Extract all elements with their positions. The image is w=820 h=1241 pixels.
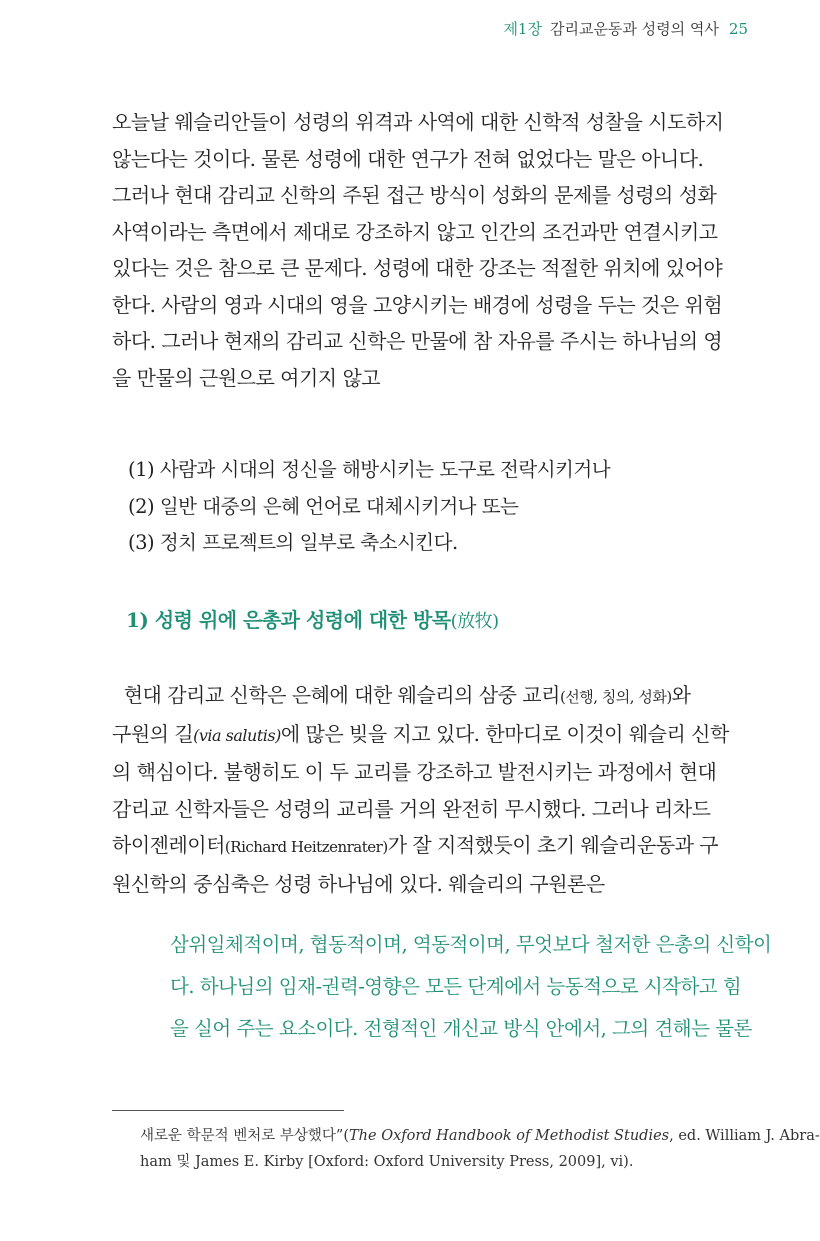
- text-line: 하다. 그러나 현재의 감리교 신학은 만물에 참 자유를 주시는 하나님의 영: [112, 329, 723, 353]
- text-span: , ed. William J. Abra-: [669, 1128, 820, 1144]
- text-span: 구원의 길: [112, 721, 194, 746]
- text-span: 새로운 학문적 벤처로 부상했다”(: [140, 1128, 349, 1144]
- text-span: 현대 감리교 신학은 은혜에 대한 웨슬리의 삼중 교리: [123, 683, 560, 707]
- text-line: 있다는 것은 참으로 큰 문제다. 성령에 대한 강조는 적절한 위치에 있어야: [112, 256, 723, 280]
- list-item: (3) 정치 프로젝트의 일부로 축소시킨다.: [128, 531, 458, 554]
- block-quote: [170, 924, 772, 1050]
- text-line: 한다. 사람의 영과 시대의 영을 고양시키는 배경에 성령을 두는 것은 위험: [112, 292, 723, 317]
- footnote-divider: [112, 1110, 344, 1111]
- text-line: [112, 677, 752, 716]
- text-line: 을 만물의 근원으로 여기지 않고: [112, 365, 381, 390]
- quote-line: 삼위일체적이며, 협동적이며, 역동적이며, 무엇보다 철저한 은총의 신학이: [170, 933, 772, 956]
- numbered-list: [128, 452, 768, 562]
- page-number: 25: [728, 20, 748, 38]
- quote-line: 다. 하나님의 임재-권력-영향은 모든 단계에서 능동적으로 시작하고 힘: [170, 975, 742, 998]
- text-line: 않는다는 것이다. 물론 성령에 대한 연구가 전혀 없었다는 말은 아니다.: [112, 146, 704, 171]
- section-heading-text: 1) 성령 위에 은총과 성령에 대한 방목: [126, 608, 451, 632]
- text-line: 의 핵심이다. 불행히도 이 두 교리를 강조하고 발전시키는 과정에서 현대: [112, 760, 717, 784]
- list-item: (1) 사람과 시대의 정신을 해방시키는 도구로 전락시키거나: [128, 458, 611, 481]
- text-line: 그러나 현대 감리교 신학의 주된 접근 방식이 성화의 문제를 성령의 성화: [112, 183, 717, 207]
- book-title: The Oxford Handbook of Methodist Studies: [349, 1128, 670, 1144]
- chapter-title: 감리교운동과 성령의 역사: [549, 20, 719, 38]
- paragraph-2: [112, 677, 752, 902]
- section-heading: [126, 604, 499, 633]
- text-span: 가 잘 지적했듯이 초기 웨슬리운동과 구: [387, 833, 719, 857]
- footnote-line: ham 및 James E. Kirby [Oxford: Oxford University Press, 2009], vi).: [140, 1154, 634, 1170]
- paragraph-1: [112, 104, 752, 396]
- text-line: [112, 827, 752, 866]
- footnote-line: [140, 1123, 820, 1149]
- text-line: 원신학의 중심축은 성령 하나님에 있다. 웨슬리의 구원론은: [112, 871, 605, 896]
- latin-term: (via salutis): [193, 725, 281, 745]
- footnote: [140, 1123, 820, 1175]
- text-span: (선행, 칭의, 성화): [559, 688, 672, 706]
- text-span: 에 많은 빚을 지고 있다. 한마디로 이것이 웨슬리 신학: [280, 721, 729, 746]
- section-heading-hanja: (放牧): [450, 611, 499, 632]
- text-span: 와: [671, 683, 691, 707]
- text-line: [112, 716, 752, 755]
- text-line: 감리교 신학자들은 성령의 교리를 거의 완전히 무시했다. 그러나 리차드: [112, 796, 711, 821]
- list-item: (2) 일반 대중의 은혜 언어로 대체시키거나 또는: [128, 494, 519, 518]
- text-line: 오늘날 웨슬리안들이 성령의 위격과 사역에 대한 신학적 성찰을 시도하지: [112, 110, 724, 134]
- running-header: [503, 18, 748, 39]
- text-span: 하이젠레이터: [112, 833, 225, 857]
- text-line: 사역이라는 측면에서 제대로 강조하지 않고 인간의 조건과만 연결시키고: [112, 219, 718, 244]
- english-name: (Richard Heitzenrater): [224, 838, 388, 856]
- quote-line: 을 실어 주는 요소이다. 전형적인 개신교 방식 안에서, 그의 견해는 물론: [170, 1017, 752, 1040]
- chapter-label: 제1장: [503, 20, 542, 38]
